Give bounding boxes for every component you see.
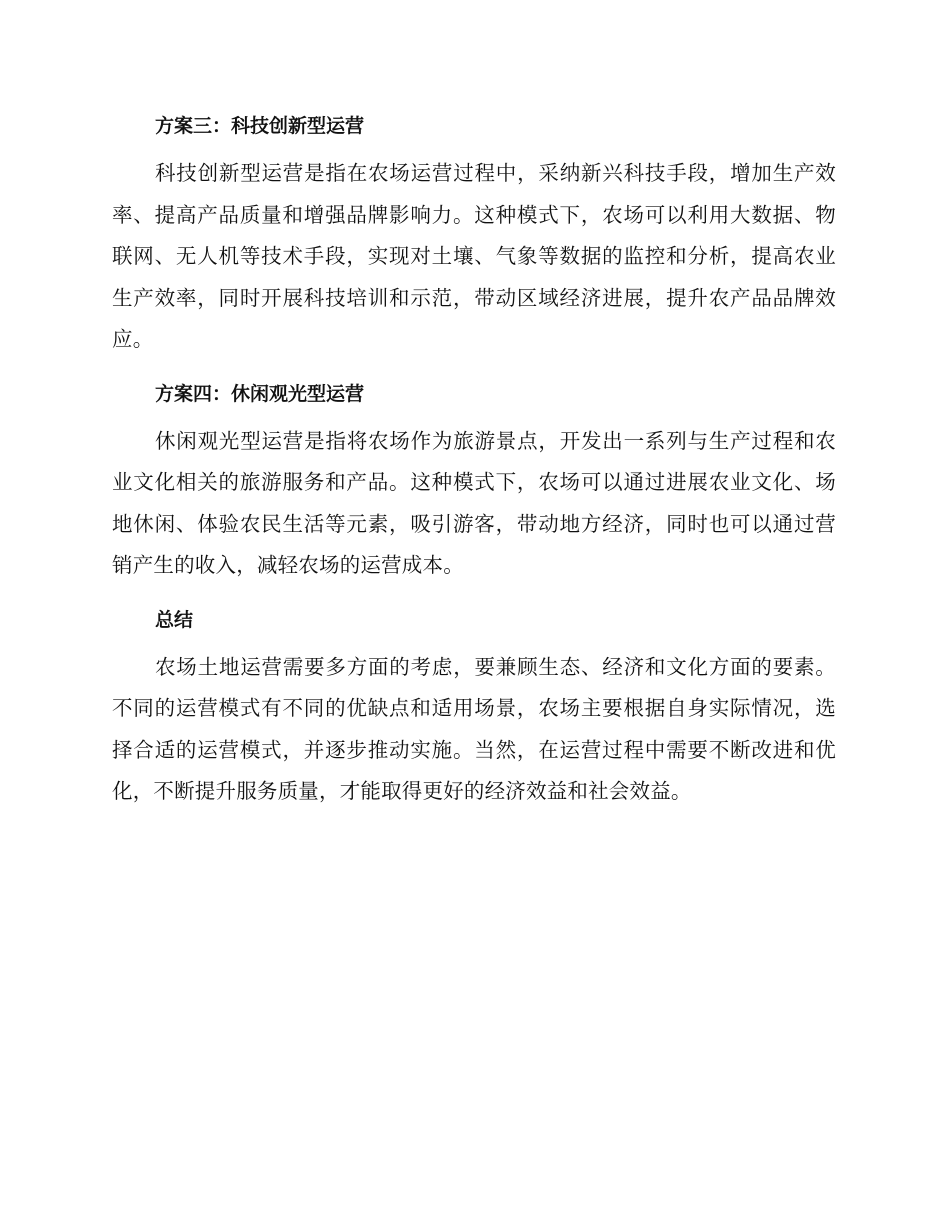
section-heading: 方案三：科技创新型运营 [155,115,365,137]
section-paragraph: 休闲观光型运营是指将农场作为旅游景点，开发出一系列与生产过程和农业文化相关的旅游服务和产品。这种模式下，农场可以通过进展农业文化、场地休闲、体验农民生活等元素，吸引游客，带动地方经济，同时也可以通过营销产生的收入，减轻农场的运营成本。 [112,428,836,577]
section-paragraph: 农场土地运营需要多方面的考虑，要兼顾生态、经济和文化方面的要素。不同的运营模式有不同的优缺点和适用场景，农场主要根据自身实际情况，选择合适的运营模式，并逐步推动实施。当然，在运营过程中需要不断改进和优化，不断提升服务质量，才能取得更好的经济效益和社会效益。 [112,654,836,803]
document-page [112,103,836,823]
section-heading: 方案四：休闲观光型运营 [155,382,365,405]
section-plan-four [112,371,836,587]
section-plan-three [112,103,836,361]
section-paragraph: 科技创新型运营是指在农场运营过程中，采纳新兴科技手段，增加生产效率、提高产品质量和增强品牌影响力。这种模式下，农场可以利用大数据、物联网、无人机等技术手段，实现对土壤、气象等数据的监控和分析，提高农业生产效率，同时开展科技培训和示范，带动区域经济进展，提升农产品品牌效应。 [112,161,836,351]
section-summary [112,597,836,813]
section-heading: 总结 [155,608,194,631]
